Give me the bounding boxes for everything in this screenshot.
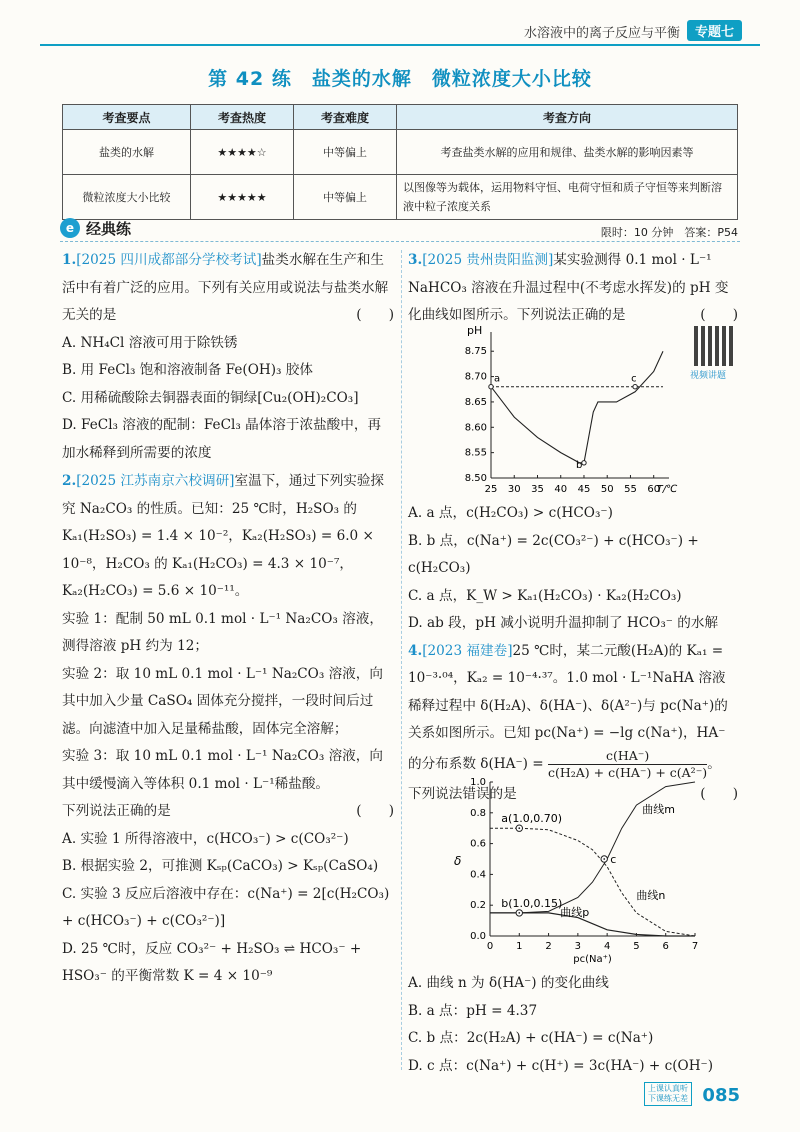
x-tick-label: 40: [554, 484, 568, 495]
y-axis-label: pH: [467, 324, 483, 337]
y-tick-label: 8.65: [464, 396, 487, 408]
x-tick-label: 50: [600, 484, 614, 495]
data-point-center: [518, 827, 520, 829]
y-tick-label: 0.2: [470, 900, 486, 912]
point-label: b: [575, 459, 583, 471]
question-ask: 下列说法错误的是 ( ): [408, 781, 738, 809]
q3-options: [408, 500, 738, 808]
option-a: A. 曲线 n 为 δ(HA⁻) 的变化曲线: [408, 975, 609, 991]
y-tick-label: 0.0: [470, 931, 486, 942]
distribution-fraction: $\frac{c(HA^-)}{\text{c(H₂A) + c(HA⁻) + c(A²⁻)}}$: [547, 747, 708, 780]
ph-curve: [491, 351, 663, 463]
question-stem: 25 ℃时，某二元酸(H₂A)的 Kₐ₁ = 10⁻³·⁰⁴，Kₐ₂ = 10⁻⁴·³⁷。1.0 mol · L⁻¹NaHA 溶液稀释过程中 δ(H₂A)、δ(HA⁻)、δ(A²⁻)与 pc(Na⁺)的关系如图所示。已知 pc(Na⁺) = −lg c(Na⁺)，HA⁻的分布系数 δ(HA⁻) =: [408, 642, 728, 772]
point-label: c: [631, 373, 637, 385]
question-4: 4.[2023 福建卷]25 ℃时，某二元酸(H₂A)的 Kₐ₁ = 10⁻³·⁰⁴，Kₐ₂ = 10⁻⁴·³⁷。1.0 mol · L⁻¹NaHA 溶液稀释过程中 δ(H₂A)、δ(HA⁻)、δ(A²⁻)与 pc(Na⁺)的关系如图所示。已知 pc(Na⁺) = −lg c(Na⁺)，HA⁻的分布系数 δ(HA⁻) = $\frac{c(HA^-)}{\text{c(H₂A) + c(HA⁻) + c(A²⁻)}}$。: [408, 642, 728, 780]
question-number: 1.: [62, 252, 77, 268]
point-label: a(1.0,0.70): [501, 812, 563, 826]
x-tick-label: 5: [633, 941, 640, 952]
series-label: 曲线m: [642, 802, 676, 816]
table-header: 考查方向: [397, 105, 738, 130]
table-cell: 以图像等为载体，运用物料守恒、电荷守恒和质子守恒等来判断溶液中粒子浓度关系: [397, 175, 738, 220]
question-stem: 室温下，通过下列实验探究 Na₂CO₃ 的性质。已知：25 ℃时，H₂SO₃ 的 Kₐ₁(H₂SO₃) = 1.4 × 10⁻²，Kₐ₂(H₂SO₃) = 6.0 × 10⁻⁸，H₂CO₃ 的 Kₐ₁(H₂CO₃) = 4.3 × 10⁻⁷，Kₐ₂(H₂CO₃) = 5.6 × 10⁻¹¹。: [62, 473, 385, 599]
table-cell: 盐类的水解: [63, 130, 191, 175]
question-stem: 盐类水解在生产和生活中有着广泛的应用。下列有关应用或说法与盐类水解无关的是: [62, 252, 389, 323]
x-tick-label: 25: [484, 484, 498, 495]
question-number: 3.: [408, 252, 423, 268]
left-column: [62, 247, 394, 991]
option-c: C. 实验 3 反应后溶液中存在：c(Na⁺) = 2[c(H₂CO₃) + c(HCO₃⁻) + c(CO₃²⁻)]: [62, 885, 390, 929]
page-title: 第 42 练 盐类的水解 微粒浓度大小比较: [208, 68, 592, 90]
series-label: 曲线p: [560, 905, 590, 919]
series-line: [490, 913, 695, 936]
x-axis-label: T/℃: [656, 484, 678, 495]
answer-bracket: ( ): [700, 785, 738, 802]
section-title: 经典练: [86, 220, 132, 238]
answer-bracket: ( ): [356, 803, 394, 819]
question-number: 2.: [62, 473, 77, 489]
option-a: A. a 点，c(H₂CO₃) > c(HCO₃⁻): [408, 505, 613, 521]
x-tick-label: 6: [662, 941, 669, 952]
x-tick-label: 35: [531, 484, 544, 495]
y-tick-label: 8.55: [464, 447, 487, 459]
table-cell: 中等偏上: [294, 130, 397, 175]
question-1: [62, 247, 394, 330]
point-label: a: [494, 373, 501, 385]
question-source: [2025 江苏南京六校调研]: [76, 473, 235, 489]
option-d: D. ab 段，pH 减小说明升温抑制了 HCO₃⁻ 的水解: [408, 615, 719, 631]
option-b: B. 根据实验 2，可推测 Kₛₚ(CaCO₃) > Kₛₚ(CaSO₄): [62, 858, 379, 874]
option-d: D. FeCl₃ 溶液的配制：FeCl₃ 晶体溶于浓盐酸中，再加水稀释到所需要的浓度: [62, 417, 382, 461]
option-c: C. 用稀硫酸除去铜器表面的铜绿[Cu₂(OH)₂CO₃]: [62, 389, 359, 406]
x-tick-label: 7: [691, 941, 699, 952]
data-point: [582, 461, 586, 465]
y-tick-label: 8.70: [464, 371, 487, 383]
x-tick-label: 3: [574, 941, 582, 952]
data-point-center: [603, 858, 605, 860]
option-b: B. 用 FeCl₃ 饱和溶液制备 Fe(OH)₃ 胶体: [62, 362, 313, 378]
experiment-1: 实验 1：配制 50 mL 0.1 mol · L⁻¹ Na₂CO₃ 溶液，测得溶液 pH 约为 12；: [62, 610, 383, 654]
point-label: b(1.0,0.15): [501, 896, 563, 910]
option-c: C. a 点，K_W > Kₐ₁(H₂CO₃) · Kₐ₂(H₂CO₃): [408, 587, 682, 604]
experiment-2: 实验 2：取 10 mL 0.1 mol · L⁻¹ Na₂CO₃ 溶液，向其中加入少量 CaSO₄ 固体充分搅拌，一段时间后过滤。向滤渣中加入足量稀盐酸，固体完全溶解；: [62, 665, 383, 737]
y-tick-label: 8.60: [464, 422, 487, 434]
timer-answer: 限时：10 分钟 答案：P54: [600, 226, 738, 239]
right-column: [408, 247, 738, 330]
question-source: [2025 贵州贵阳监测]: [422, 252, 554, 268]
chapter-title: 水溶液中的离子反应与平衡: [523, 26, 680, 41]
y-tick-label: 0.4: [470, 869, 486, 881]
chapter-tag: 专题七: [687, 20, 742, 41]
data-point: [633, 385, 637, 389]
q4-options: [408, 970, 738, 1080]
y-tick-label: 0.8: [470, 807, 486, 819]
table-cell: 中等偏上: [294, 175, 397, 220]
qr-label: 视频讲题: [690, 371, 727, 381]
page-number: 085: [702, 1085, 740, 1106]
answer-bracket: ( ): [700, 307, 738, 323]
option-a: A. 实验 1 所得溶液中，c(HCO₃⁻) > c(CO₃²⁻): [62, 830, 349, 847]
series-label: 曲线n: [636, 889, 666, 903]
footer-badge: 上课认真听 下课练无差: [644, 1082, 692, 1106]
x-tick-label: 55: [624, 484, 637, 495]
option-c: C. b 点：2c(H₂A) + c(HA⁻) = c(Na⁺): [408, 1030, 654, 1046]
qr-code-icon[interactable]: [694, 326, 734, 366]
y-tick-label: 0.6: [470, 838, 486, 850]
table-row: [63, 175, 738, 220]
experiment-3: 实验 3：取 10 mL 0.1 mol · L⁻¹ Na₂CO₃ 溶液，向其中缓慢滴入等体积 0.1 mol · L⁻¹稀盐酸。: [62, 748, 383, 792]
y-tick-label: 1.0: [470, 777, 486, 788]
x-axis-label: pc(Na⁺): [573, 954, 612, 965]
question-source: [2023 福建卷]: [422, 642, 513, 659]
option-d: D. c 点：c(Na⁺) + c(H⁺) = 3c(HA⁻) + c(OH⁻): [408, 1057, 714, 1074]
x-tick-label: 1: [516, 941, 523, 952]
point-label: c: [610, 853, 617, 866]
option-a: A. NH₄Cl 溶液可用于除铁锈: [62, 334, 238, 351]
question-2: [62, 468, 394, 606]
x-tick-label: 60: [647, 484, 661, 495]
exam-point-table: [62, 104, 738, 220]
x-tick-label: 2: [545, 941, 552, 952]
question-3: [408, 247, 738, 330]
table-cell: ★★★★★: [191, 175, 294, 220]
question-source: [2025 四川成都部分学校考试]: [76, 252, 262, 268]
data-point: [489, 385, 493, 389]
distribution-chart: [450, 770, 705, 970]
table-cell: ★★★★☆: [191, 130, 294, 175]
table-cell: 微粒浓度大小比较: [63, 175, 191, 220]
header-divider: [40, 44, 760, 46]
question-number: 4.: [408, 642, 423, 659]
question-stem: 某实验测得 0.1 mol · L⁻¹ NaHCO₃ 溶液在升温过程中(不考虑水挥发)的 pH 变化曲线如图所示。下列说法正确的是: [408, 252, 729, 323]
answer-bracket: ( ): [356, 307, 394, 323]
option-b: B. a 点：pH = 4.37: [408, 1002, 538, 1019]
x-tick-label: 30: [507, 484, 521, 495]
section-icon: e: [60, 218, 80, 238]
y-axis-label: δ: [454, 854, 462, 868]
data-point-center: [518, 912, 520, 914]
x-tick-label: 45: [577, 484, 591, 495]
table-row: [63, 130, 738, 175]
y-tick-label: 8.75: [464, 346, 487, 358]
table-header: 考查要点: [63, 105, 191, 130]
x-tick-label: 4: [603, 941, 611, 952]
table-cell: 考查盐类水解的应用和规律、盐类水解的影响因素等: [397, 130, 738, 175]
option-d: D. 25 ℃时，反应 CO₃²⁻ + H₂SO₃ ⇌ HCO₃⁻ + HSO₃⁻ 的平衡常数 K = 4 × 10⁻⁹: [62, 940, 362, 984]
table-header: 考查难度: [294, 105, 397, 130]
question-ask: 下列说法正确的是 ( ): [62, 798, 394, 826]
x-tick-label: 0: [486, 941, 494, 952]
section-divider: [60, 241, 740, 242]
y-tick-label: 8.50: [464, 473, 487, 484]
column-divider: [401, 250, 402, 1070]
ph-temperature-chart: [455, 322, 685, 500]
table-header: 考查热度: [191, 105, 294, 130]
option-b: B. b 点，c(Na⁺) = 2c(CO₃²⁻) + c(HCO₃⁻) + c(H₂CO₃): [408, 532, 699, 576]
